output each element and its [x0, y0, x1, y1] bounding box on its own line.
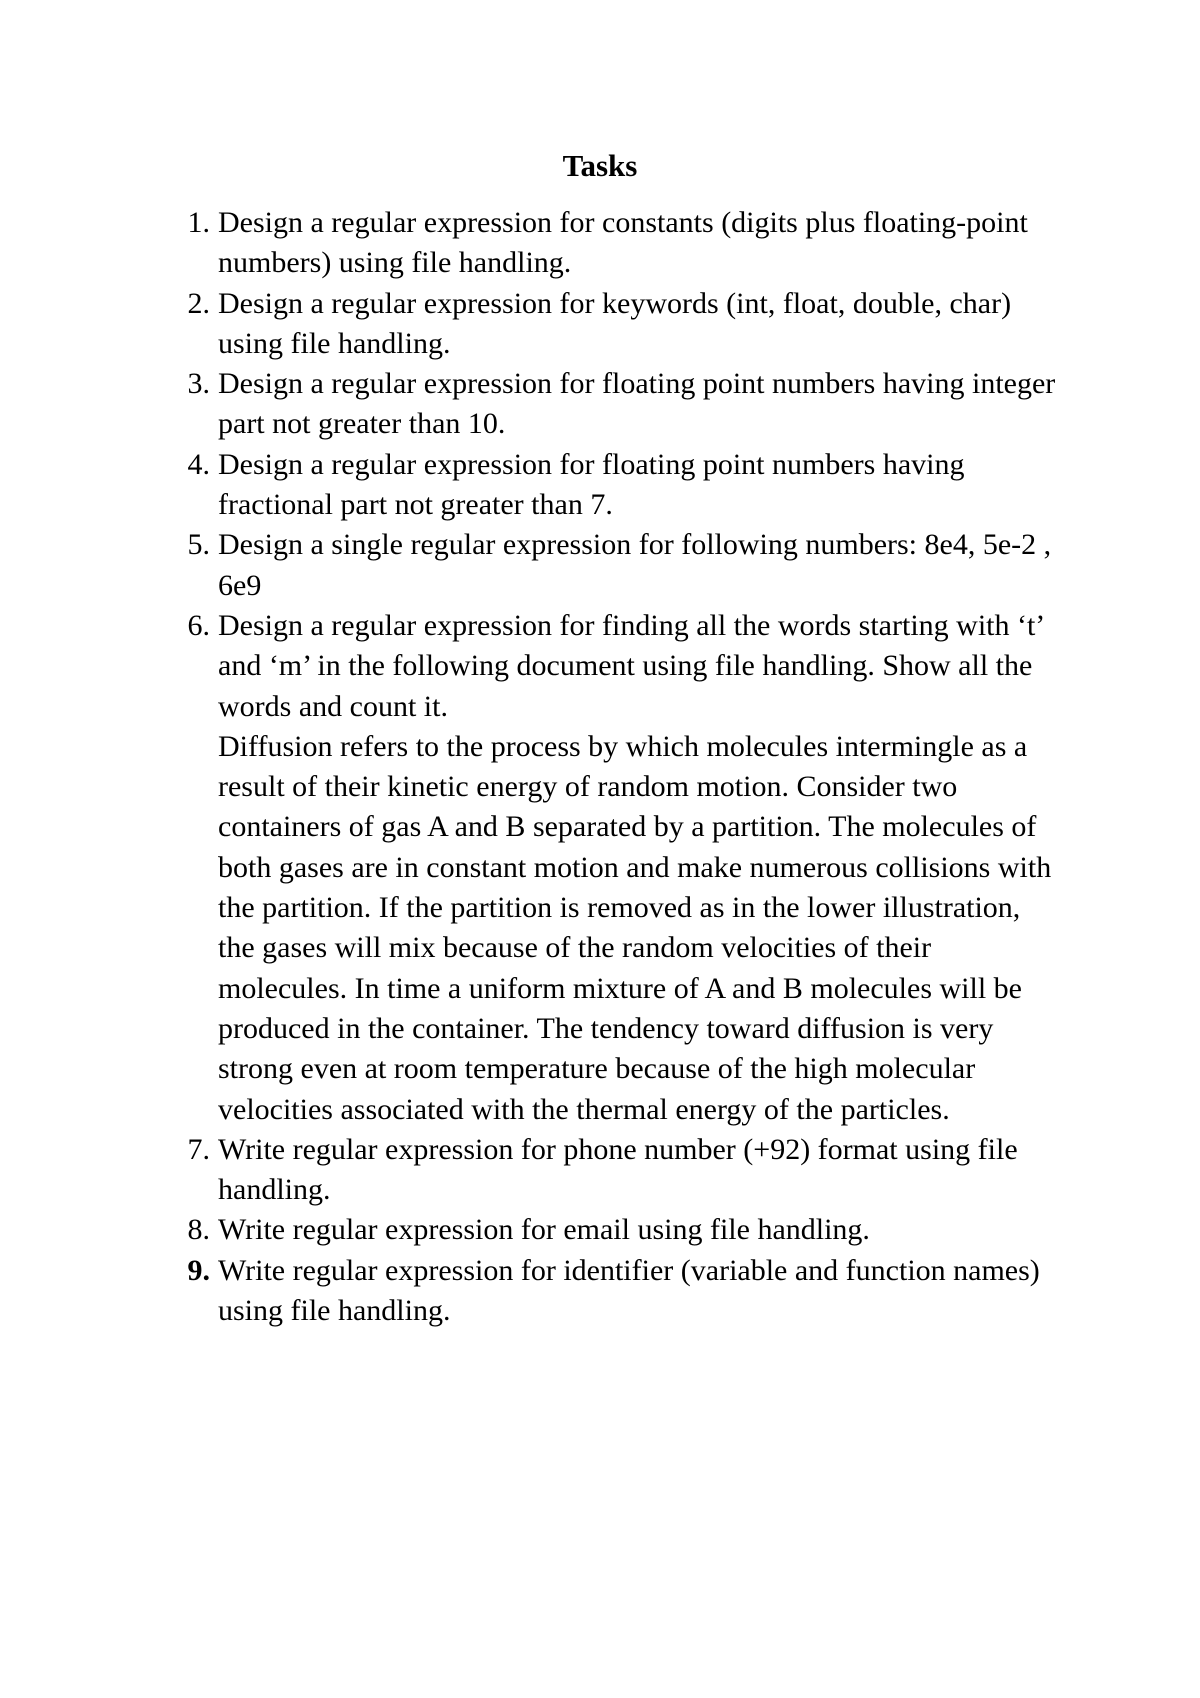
task-item-7	[162, 1130, 1062, 1211]
task-text: Design a regular expression for finding all the words starting with ‘t’ and ‘m’ in the following document using file handling. Show all the words and count it.	[218, 608, 1044, 723]
task-number: 1.	[187, 206, 210, 239]
task-number: 2.	[187, 286, 210, 320]
task-number: 7.	[187, 1132, 210, 1166]
task-text: Design a regular expression for floating point numbers having fractional part not greater than 7.	[218, 447, 965, 522]
task-number: 6.	[187, 608, 210, 642]
task-passage: Diffusion refers to the process by which molecules intermingle as a result of their kinetic energy of random motion. Consider two containers of gas A and B separated by a partition. The molecules of both gases are in constant motion and make numerous collisions with the partition. If the partition is removed as in the lower illustration, the gases will mix because of the random velocities of their molecules. In time a uniform mixture of A and B molecules will be produced in the container. The tendency toward diffusion is very strong even at room temperature because of the high molecular velocities associated with the thermal energy of the particles.	[218, 729, 1052, 1126]
task-item-2	[162, 284, 1062, 365]
page-title: Tasks	[562, 148, 638, 183]
task-item-4	[162, 445, 1062, 526]
task-text: Design a regular expression for keywords (int, float, double, char) using file handling.	[218, 286, 1012, 360]
task-item-9	[162, 1251, 1062, 1332]
task-text: Write regular expression for email using file handling.	[218, 1213, 870, 1247]
task-item-5	[162, 525, 1062, 606]
task-item-3	[162, 364, 1062, 445]
task-number: 4.	[187, 447, 210, 481]
task-item-8	[162, 1210, 1062, 1250]
task-text: Design a single regular expression for following numbers: 8e4, 5e-2 , 6e9	[218, 528, 1052, 602]
task-text: Design a regular expression for constants (digits plus floating-point numbers) using file handling.	[218, 206, 1028, 280]
task-list	[162, 203, 1062, 1331]
task-text: Write regular expression for phone number (+92) format using file handling.	[218, 1132, 1018, 1207]
task-item-6	[162, 606, 1062, 1130]
task-item-1	[162, 203, 1062, 284]
task-number: 9.	[187, 1253, 210, 1287]
task-text: Design a regular expression for floating point numbers having integer part not greater than 10.	[218, 367, 1056, 441]
task-number: 5.	[187, 528, 210, 562]
task-number: 8.	[187, 1213, 210, 1247]
task-text: Write regular expression for identifier (variable and function names) using file handling.	[218, 1253, 1040, 1328]
task-number: 3.	[187, 367, 210, 401]
